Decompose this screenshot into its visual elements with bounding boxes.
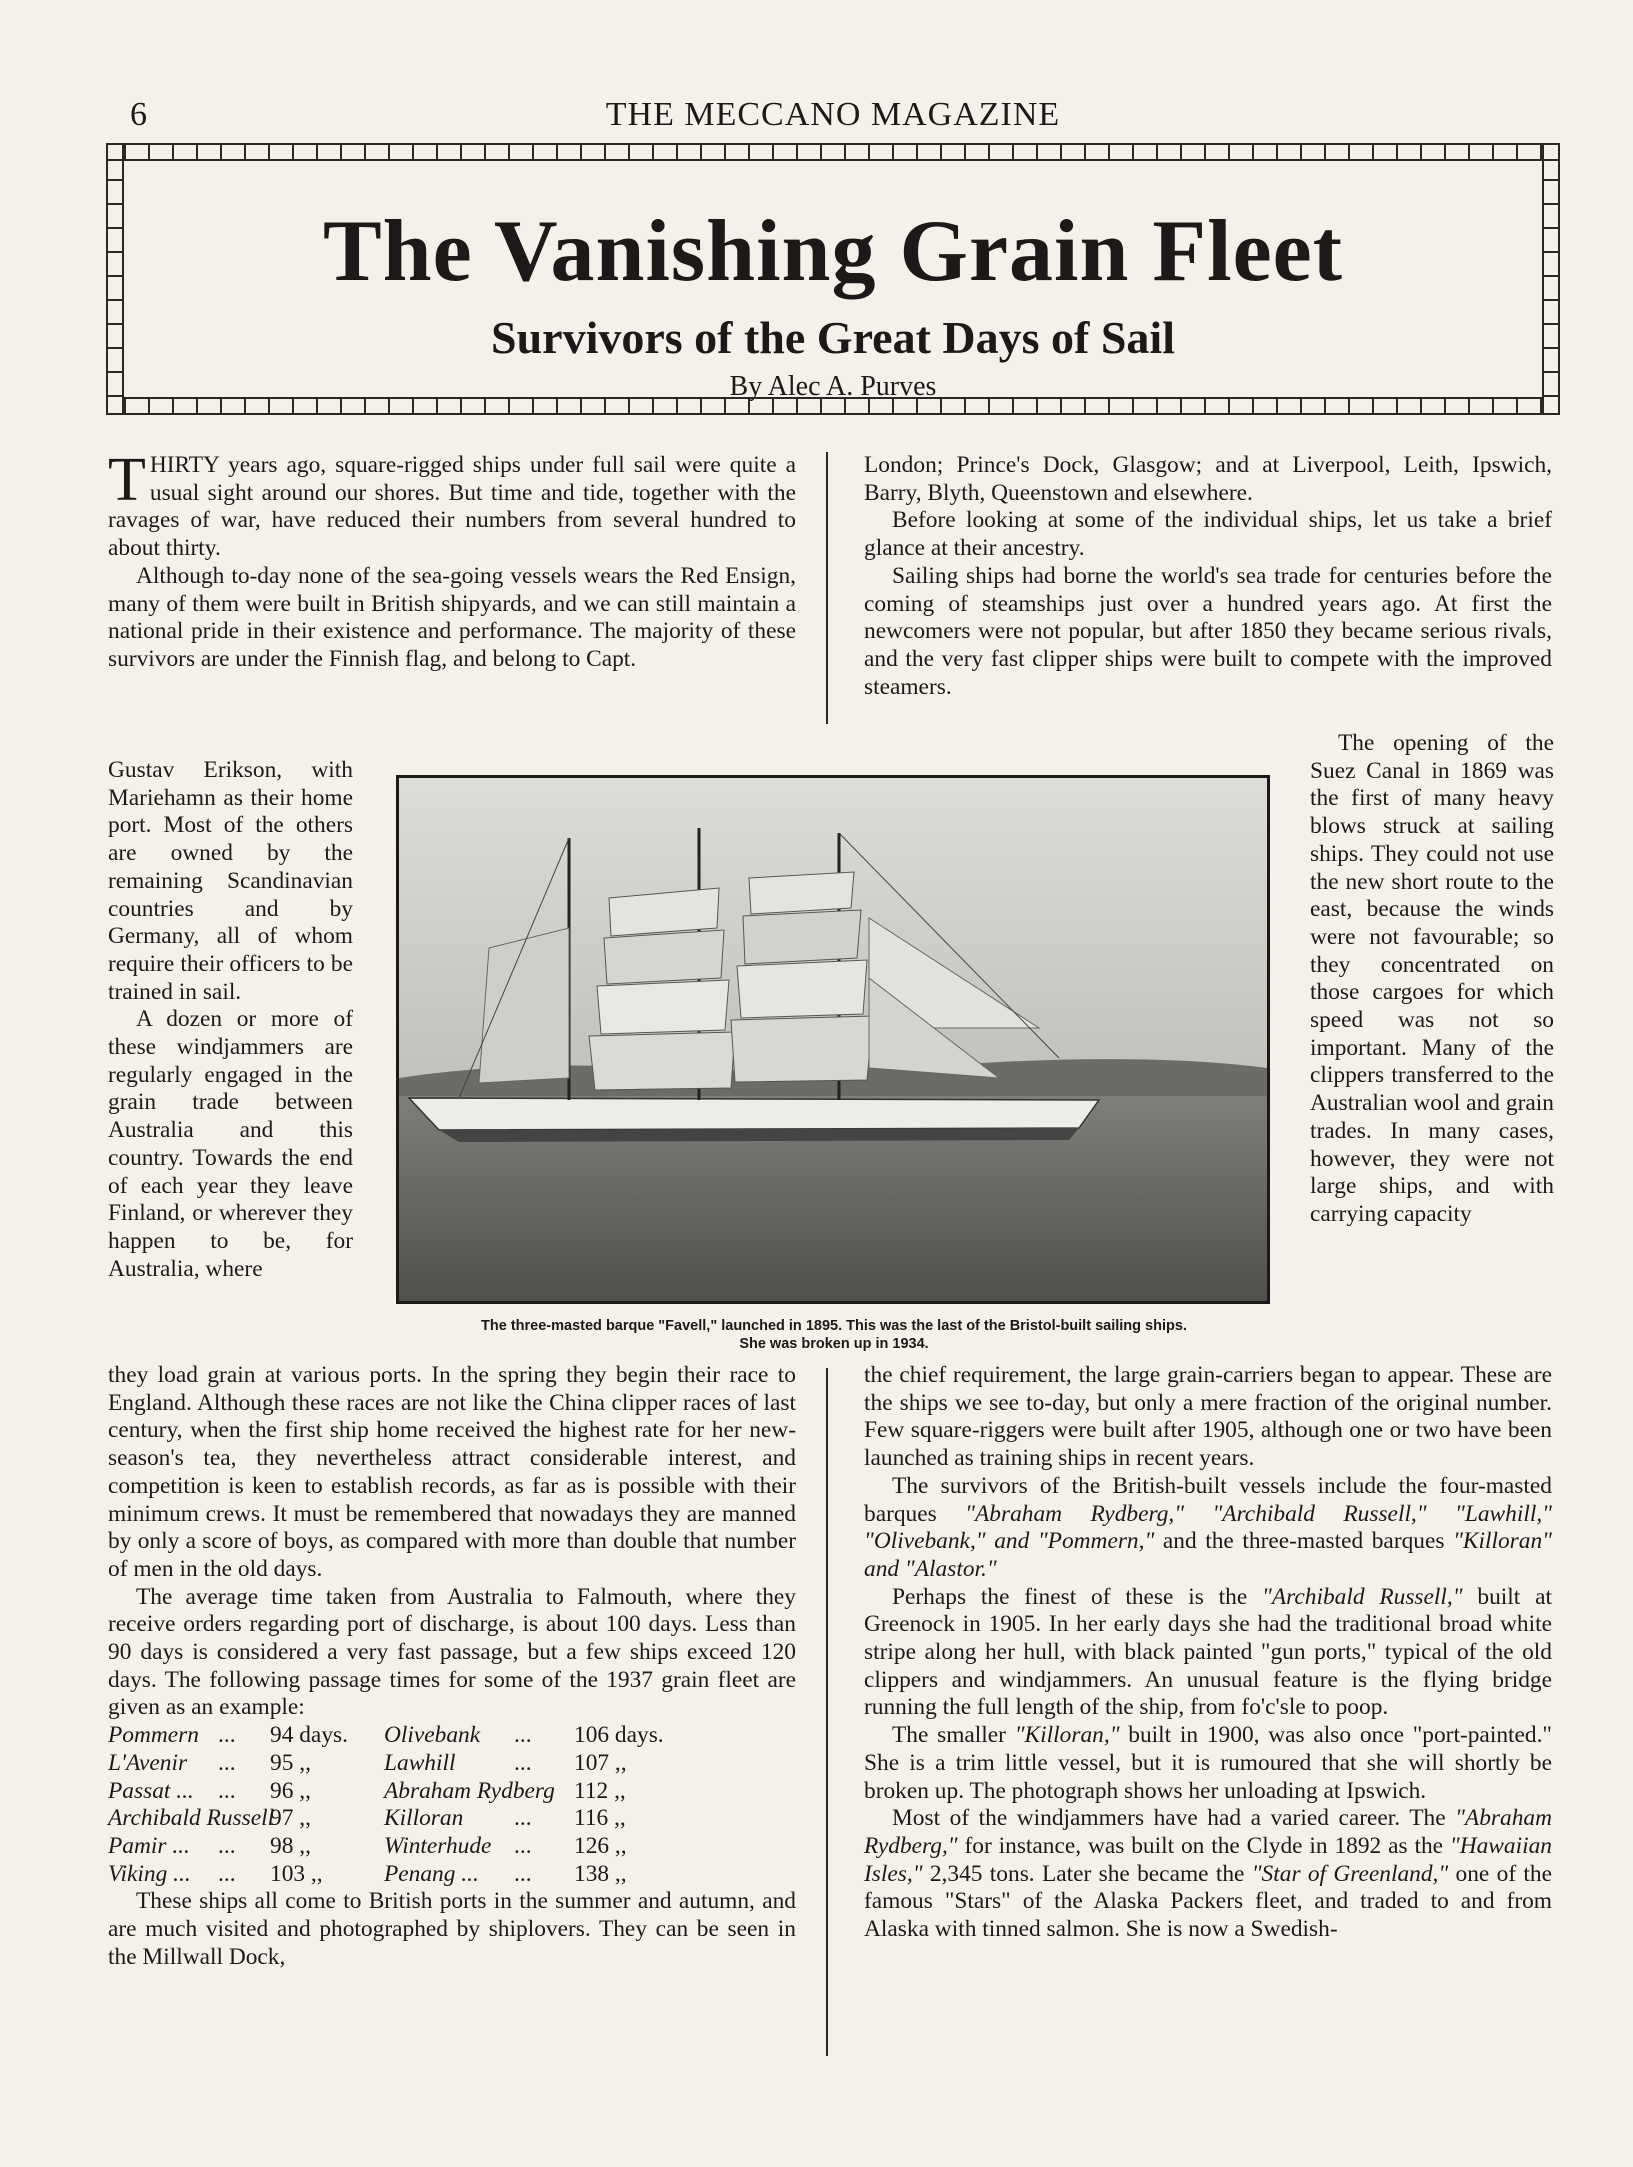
column1-top: [108, 446, 796, 674]
table-row: [108, 1750, 796, 1778]
paragraph: Although to-day none of the sea-going vessels wears the Red Ensign, many of them were built in British shipyards, and we can still maintain a national pride in their existence and performance. The majority of these survivors are under the Finnish flag, and belong to Capt.: [108, 562, 796, 672]
leader-dots: ...: [514, 1860, 532, 1887]
column2-top: [864, 452, 1552, 701]
paragraph: The opening of the Suez Canal in 1869 was the first of many heavy blows struck at sailing ships. They could not use the new short route to the east, because the winds were not favourable; so they concentrated on those cargoes for which speed was not so important. Many of the clippers transferred to the Australian wool and grain trades. In many cases, however, they were not large ships, and with carrying capacity: [1310, 730, 1554, 1227]
paragraph: Gustav Erikson, with Mariehamn as their home port. Most of the others are owned by the remaining Scandinavian countries and by Germany, all of whom require their officers to be trained in sail.: [108, 757, 353, 1005]
passage-days: 106 days.: [574, 1722, 664, 1749]
caption-line: She was broken up in 1934.: [739, 1336, 929, 1352]
passage-days: 96 ,,: [270, 1777, 311, 1804]
ship-name: Pamir ...: [108, 1832, 190, 1859]
ship-name: "Killoran,": [1014, 1722, 1120, 1749]
paragraph-text: HIRTY years ago, square-rigged ships under full sail were quite a usual sight around our shores. But time and tide, together with the ravages of war, have reduced their numbers from several hundred to about thirty.: [108, 452, 796, 562]
paragraph: [864, 1473, 1552, 1584]
text-run: The smaller: [892, 1722, 1015, 1749]
table-row: [108, 1833, 796, 1861]
column-rule-bottom: [826, 1368, 828, 2056]
text-run: one of the famous "Stars" of the Alaska Packers fleet, and traded to and from Alaska with tinned salmon. She is now a Swedish-: [864, 1860, 1552, 1943]
leader-dots: ...: [218, 1860, 236, 1887]
ship-name: L'Avenir: [108, 1749, 188, 1776]
text-run: and the three-masted barques: [1154, 1528, 1454, 1555]
ship-names: "Killoran" and "Alastor.": [864, 1528, 1552, 1582]
passage-days: 107 ,,: [574, 1749, 627, 1776]
ship-name: Lawhill: [384, 1749, 456, 1776]
ship-name: "Abraham Rydberg,": [864, 1805, 1552, 1859]
passage-days: 94 days.: [270, 1722, 348, 1749]
paragraph: Before looking at some of the individual ships, let us take a brief glance at their ancestry.: [864, 507, 1552, 562]
ship-name: Viking ...: [108, 1860, 191, 1887]
paragraph: The average time taken from Australia to Falmouth, where they receive orders regarding port of discharge, is about 100 days. Less than 90 days is considered a very fast passage, but a few ships exceed 120 days. The following passage times for some of the 1937 grain fleet are given as an example:: [108, 1583, 796, 1721]
table-row: [108, 1861, 796, 1889]
passage-days: 103 ,,: [270, 1860, 323, 1887]
article-title: The Vanishing Grain Fleet: [322, 203, 1344, 300]
table-row: [108, 1778, 796, 1806]
table-row: [108, 1805, 796, 1833]
magazine-title: THE MECCANO MAGAZINE: [605, 96, 1061, 133]
leader-dots: ...: [218, 1777, 236, 1804]
paragraph: Sailing ships had borne the world's sea trade for centuries before the coming of steamships just over a hundred years ago. At first the newcomers were not popular, but after 1850 they became serious rivals, and the very fast clipper ships were built to compete with the improved steamers.: [864, 562, 1552, 700]
ship-name: "Hawaiian Isles,": [864, 1832, 1552, 1887]
text-run: 2,345 tons. Later she became the: [922, 1860, 1252, 1887]
ship-name: Olivebank: [384, 1722, 481, 1749]
passage-days: 112 ,,: [574, 1777, 626, 1804]
passage-days: 98 ,,: [270, 1832, 311, 1859]
paragraph: [864, 1805, 1552, 1944]
paragraph: [864, 1722, 1552, 1805]
column1-bottom: [108, 1362, 796, 1971]
barque-illustration: [399, 778, 1267, 1301]
article-subtitle: Survivors of the Great Days of Sail: [490, 312, 1175, 363]
column2-bottom: [864, 1362, 1552, 1944]
passage-days: 138 ,,: [574, 1860, 627, 1887]
ship-name: Penang ...: [384, 1860, 479, 1887]
ship-name: Passat ...: [108, 1777, 194, 1804]
text-run: The survivors of the British-built vessels include the four-masted barques: [864, 1472, 1552, 1527]
leader-dots: ...: [218, 1749, 236, 1776]
leader-dots: ...: [514, 1805, 532, 1832]
text-run: for instance, was built on the Clyde in 1892 as the: [957, 1832, 1450, 1859]
paragraph: [108, 446, 796, 563]
ship-name: "Star of Greenland,": [1251, 1860, 1449, 1887]
passage-days: 95 ,,: [270, 1749, 311, 1776]
ship-name: Killoran: [384, 1805, 464, 1832]
ship-names: "Abraham Rydberg," "Archibald Russell," "Lawhill," "Olivebank," and "Pommern,": [864, 1500, 1552, 1555]
table-row: [108, 1722, 796, 1750]
paragraph: A dozen or more of these windjammers are regularly engaged in the grain trade between Australia and this country. Towards the end of each year they leave Finland, or wherever they happen to be, for Australia, where: [108, 1006, 353, 1282]
title-frame: [108, 145, 1558, 413]
leader-dots: ...: [218, 1722, 236, 1749]
paragraph: These ships all come to British ports in the summer and autumn, and are much visited and photographed by shiplovers. They can be seen in the Millwall Dock,: [108, 1888, 796, 1970]
leader-dots: ...: [514, 1722, 532, 1749]
leader-dots: ...: [218, 1832, 236, 1859]
column1-narrow: [108, 757, 353, 1283]
passage-times-table: [108, 1722, 796, 1888]
column2-narrow: [1310, 730, 1554, 1229]
text-run: Perhaps the finest of these is the: [892, 1583, 1263, 1610]
text-run: Most of the windjammers have had a varied career. The: [892, 1805, 1456, 1832]
caption-line: The three-masted barque "Favell," launched in 1895. This was the last of the Bristol-built sailing ships.: [481, 1318, 1187, 1334]
paragraph: [864, 1584, 1552, 1723]
paragraph: they load grain at various ports. In the spring they begin their race to England. Although these races are not like the China clipper races of last century, when the first ship home received the highest rate for her new-season's tea, they nevertheless attract considerable interest, and competition is keen to establish records, as far as is possible with their minimum crews. It must be remembered that nowadays they are manned by only a score of boys, as compared with more than double that number of men in the old days.: [108, 1362, 796, 1582]
text-run: built at Greenock in 1905. In her early days she had the traditional broad white stripe along her hull, with black painted "gun ports," typical of the old clippers and windjammers. An unusual feature is the flying bridge running the full length of the ship, from fo'c'sle to poop.: [864, 1583, 1552, 1721]
paragraph: London; Prince's Dock, Glasgow; and at Liverpool, Leith, Ipswich, Barry, Blyth, Queenstown and elsewhere.: [864, 452, 1552, 506]
passage-days: 126 ,,: [574, 1832, 627, 1859]
ship-photo: [396, 775, 1270, 1304]
ship-name: Archibald Russell: [108, 1805, 275, 1832]
column-rule-top: [826, 452, 828, 724]
article-byline: By Alec A. Purves: [729, 371, 937, 402]
drop-cap: T: [108, 446, 146, 514]
ship-name: "Archibald Russell,": [1262, 1583, 1463, 1610]
title-panel: [124, 161, 1542, 402]
leader-dots: ...: [514, 1749, 532, 1776]
ship-name: Pommern: [108, 1722, 199, 1749]
leader-dots: ...: [514, 1832, 532, 1859]
page-number: 6: [130, 96, 148, 133]
paragraph: the chief requirement, the large grain-carriers began to appear. These are the ships we see to-day, but only a mere fraction of the original number. Few square-riggers were built after 1905, although one or two have been launched as training ships in recent years.: [864, 1362, 1552, 1472]
photo-caption: [392, 1317, 1276, 1353]
ship-name: Abraham Rydberg: [384, 1777, 555, 1804]
ship-name: Winterhude: [384, 1832, 492, 1859]
passage-days: 97 ,,: [270, 1805, 311, 1832]
passage-days: 116 ,,: [574, 1805, 626, 1832]
text-run: built in 1900, was also once "port-painted." She is a trim little vessel, but it is rumoured that she will shortly be broken up. The photograph shows her unloading at Ipswich.: [864, 1722, 1552, 1804]
